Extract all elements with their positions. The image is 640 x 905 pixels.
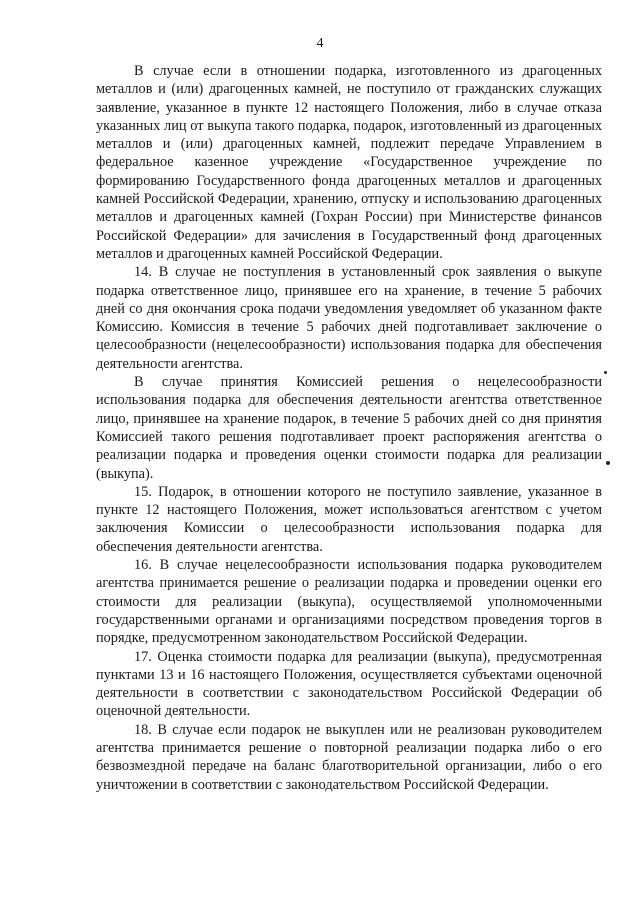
paragraph-16: 16. В случае нецелесообразности использования подарка руководителем агентства принимается решение о реализации подарка и проведении оценки его стоимости для реализации (выкупа), осуществляемой уполномоченными государственными органами и организациями посредством проведения торгов в порядке, предусмотренном законодательством Российской Федерации.	[96, 557, 602, 647]
scan-speck	[606, 461, 610, 465]
document-body	[96, 62, 602, 794]
paragraph-18: 18. В случае если подарок не выкуплен или не реализован руководителем агентства принимается решение о повторной реализации подарка либо о его безвозмездной передаче на баланс благотворительной организации, либо о его уничтожении в соответствии с законодательством Российской Федерации.	[96, 721, 602, 793]
paragraph-13-continuation: В случае если в отношении подарка, изготовленного из драгоценных металлов и (или) драгоценных камней, не поступило от гражданских служащих заявление, указанное в пункте 12 настоящего Положения, либо в случае отказа указанных лиц от выкупа такого подарка, подарок, изготовленный из драгоценных металлов и (или) драгоценных камней, подлежит передаче Управлением в федеральное казенное учреждение «Государственное учреждение по формированию Государственного фонда драгоценных металлов и драгоценных камней Российской Федерации, хранению, отпуску и использованию драгоценных металлов и драгоценных камней (Гохран России) при Министерстве финансов Российской Федерации» для зачисления в Государственный фонд драгоценных металлов и драгоценных камней Российской Федерации.	[96, 63, 602, 262]
paragraph-15: 15. Подарок, в отношении которого не поступило заявление, указанное в пункте 12 настоящего Положения, может использоваться агентством с учетом заключения Комиссии о целесообразности использования подарка для обеспечения деятельности агентства.	[96, 483, 602, 555]
scan-speck	[604, 371, 607, 374]
page-number: 4	[316, 36, 324, 51]
paragraph-14: 14. В случае не поступления в установленный срок заявления о выкупе подарка ответственное лицо, принявшее его на хранение, в течение 5 рабочих дней со дня окончания срока подачи уведомления уведомляет об указанном факте Комиссию. Комиссия в течение 5 рабочих дней подготавливает заключение о целесообразности (нецелесообразности) использования подарка для обеспечения деятельности агентства.	[96, 264, 602, 372]
paragraph-17: 17. Оценка стоимости подарка для реализации (выкупа), предусмотренная пунктами 13 и 16 настоящего Положения, осуществляется субъектами оценочной деятельности в соответствии с законодательством Российской Федерации об оценочной деятельности.	[96, 648, 602, 720]
paragraph-14-commission-decision: В случае принятия Комиссией решения о нецелесообразности использования подарка для обеспечения деятельности агентства ответственное лицо, принявшее на хранение подарок, в течение 5 рабочих дней со дня принятия Комиссией такого решения подготавливает проект распоряжения агентства о реализации подарка и проведения оценки стоимости подарка для реализации (выкупа).	[96, 374, 602, 482]
